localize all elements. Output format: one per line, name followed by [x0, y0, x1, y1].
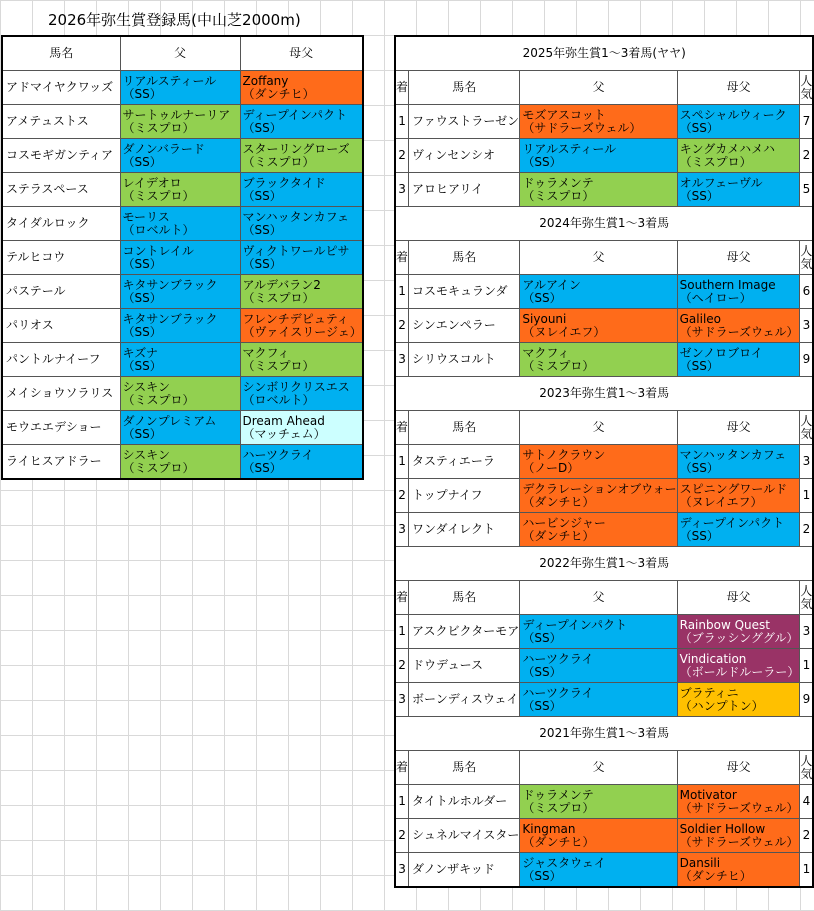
sire-cell-line: （SS）	[522, 290, 562, 305]
dam-sire-cell-horse: フレンチデピュティ	[242, 311, 349, 326]
sire-cell-line: （ミスプロ）	[122, 188, 195, 203]
dam-sire-cell[interactable]	[677, 139, 800, 173]
sire-cell[interactable]	[520, 309, 677, 343]
dam-sire-cell-line: （ヘイロー）	[679, 290, 752, 305]
rank-cell[interactable]: 2	[395, 819, 409, 853]
dam-sire-cell-line: （ミスプロ）	[242, 358, 315, 373]
dam-sire-cell-line: （サドラーズウェル）	[679, 800, 799, 815]
dam-sire-cell-line: （ダンチヒ）	[679, 868, 752, 883]
sire-cell-line: （SS）	[122, 256, 162, 271]
sire-cell-horse: マクフィ	[522, 345, 570, 360]
table-row	[2, 411, 363, 445]
dam-sire-cell-horse: Vindication	[679, 651, 747, 666]
dam-sire-cell-horse: ゼンノロブロイ	[679, 345, 763, 360]
sire-cell-line: （ミスプロ）	[522, 800, 595, 815]
table-row	[2, 275, 363, 309]
dam-sire-cell-horse: ブラックタイド	[242, 175, 326, 190]
dam-sire-cell-line: （SS）	[679, 120, 719, 135]
sire-cell-horse: ドゥラメンテ	[522, 175, 594, 190]
dam-sire-cell-horse: ハーツクライ	[242, 447, 314, 462]
popularity-cell[interactable]: 3	[800, 615, 814, 649]
header-rank[interactable]: 着	[395, 581, 409, 615]
header-sire[interactable]: 父	[520, 581, 677, 615]
rank-cell[interactable]: 3	[395, 343, 409, 377]
horse-name-cell[interactable]: ドウデュース	[409, 649, 520, 683]
table-row	[395, 105, 813, 139]
header-sire[interactable]: 父	[120, 36, 240, 71]
dam-sire-cell-line: （SS）	[242, 256, 282, 271]
dam-sire-cell-horse: Dream Ahead	[242, 413, 325, 428]
dam-sire-cell[interactable]	[677, 479, 800, 513]
sire-cell-line: （SS）	[522, 664, 562, 679]
header-popularity[interactable]: 人気	[800, 241, 814, 275]
section-header-row	[395, 581, 813, 615]
horse-name-cell[interactable]: ワンダイレクト	[409, 513, 520, 547]
popularity-cell[interactable]: 5	[800, 173, 814, 207]
sire-cell-line: （SS）	[122, 358, 162, 373]
dam-sire-cell[interactable]	[677, 309, 800, 343]
dam-sire-cell-line: （ブラッシンググル）	[679, 630, 799, 645]
sire-cell-line: （SS）	[122, 324, 162, 339]
dam-sire-cell-horse: Motivator	[679, 787, 737, 802]
sire-cell-line: （SS）	[122, 290, 162, 305]
popularity-cell[interactable]: 2	[800, 513, 814, 547]
dam-sire-cell-horse: マンハッタンカフェ	[679, 447, 787, 462]
sire-cell[interactable]	[120, 445, 240, 480]
sire-cell-line: （SS）	[522, 698, 562, 713]
rank-cell[interactable]: 2	[395, 649, 409, 683]
header-name[interactable]: 馬名	[2, 36, 120, 71]
dam-sire-cell[interactable]	[240, 309, 363, 343]
dam-sire-cell-line: （ロベルト）	[242, 392, 315, 407]
dam-sire-cell-line: （SS）	[679, 358, 719, 373]
header-dam-sire[interactable]: 母父	[677, 411, 800, 445]
sire-cell-horse: ドゥラメンテ	[522, 787, 594, 802]
sire-cell[interactable]	[520, 445, 677, 479]
sire-cell[interactable]	[520, 785, 677, 819]
dam-sire-cell-horse: マクフィ	[242, 345, 290, 360]
sire-cell-line: （SS）	[122, 154, 162, 169]
popularity-cell[interactable]: 1	[800, 649, 814, 683]
sire-cell[interactable]	[520, 819, 677, 853]
popularity-cell[interactable]: 7	[800, 105, 814, 139]
sire-cell-horse: レイデオロ	[122, 175, 182, 190]
header-rank[interactable]: 着	[395, 71, 409, 105]
sire-cell-horse: シスキン	[122, 447, 171, 462]
table-row	[395, 479, 813, 513]
section-header-row	[395, 751, 813, 785]
dam-sire-cell[interactable]	[240, 173, 363, 207]
horse-name-cell[interactable]: パリオス	[2, 309, 120, 343]
sire-cell-horse: キタサンブラック	[122, 311, 218, 326]
dam-sire-cell-horse: ディープインパクト	[242, 107, 348, 122]
header-sire[interactable]: 父	[520, 241, 677, 275]
dam-sire-cell[interactable]	[240, 71, 363, 105]
dam-sire-cell-line: （ダンチヒ）	[242, 86, 315, 101]
sire-cell[interactable]	[120, 173, 240, 207]
dam-sire-cell[interactable]	[677, 615, 800, 649]
sire-cell-line: （ダンチヒ）	[522, 494, 595, 509]
horse-name-cell[interactable]: アロヒアリイ	[409, 173, 520, 207]
table-row	[395, 785, 813, 819]
dam-sire-cell-line: （ボールドルーラー）	[679, 664, 800, 679]
header-name[interactable]: 馬名	[409, 751, 520, 785]
header-popularity[interactable]: 人気	[800, 71, 814, 105]
horse-name-cell[interactable]: シンエンペラー	[409, 309, 520, 343]
popularity-cell[interactable]: 1	[800, 853, 814, 888]
dam-sire-cell-horse: Southern Image	[679, 277, 776, 292]
sire-cell-line: （SS）	[122, 86, 162, 101]
sire-cell[interactable]	[120, 71, 240, 105]
table-row	[2, 105, 363, 139]
dam-sire-cell-line: （SS）	[679, 460, 719, 475]
table-row	[2, 377, 363, 411]
dam-sire-cell-horse: オルフェーヴル	[679, 175, 763, 190]
table-row	[395, 309, 813, 343]
header-rank[interactable]: 着	[395, 241, 409, 275]
sire-cell-horse: ジャスタウェイ	[522, 855, 606, 870]
popularity-cell[interactable]: 2	[800, 819, 814, 853]
dam-sire-cell-horse: Galileo	[679, 311, 722, 326]
sire-cell-horse: ハービンジャー	[522, 515, 606, 530]
dam-sire-cell[interactable]	[240, 105, 363, 139]
popularity-cell[interactable]: 9	[800, 343, 814, 377]
sire-cell[interactable]	[520, 343, 677, 377]
table-row	[2, 173, 363, 207]
header-name[interactable]: 馬名	[409, 581, 520, 615]
popularity-cell[interactable]: 1	[800, 479, 814, 513]
horse-name-cell[interactable]: ダノンザキッド	[409, 853, 520, 888]
sire-cell-horse: キタサンブラック	[122, 277, 218, 292]
dam-sire-cell-horse: シンボリクリスエス	[242, 379, 350, 394]
sire-cell-line: （SS）	[522, 630, 562, 645]
sire-cell-line: （ミスプロ）	[522, 188, 595, 203]
sire-cell-horse: ディープインパクト	[522, 617, 627, 632]
dam-sire-cell-horse: アルデバラン2	[242, 277, 321, 292]
section-title-row	[395, 36, 813, 71]
dam-sire-cell[interactable]	[240, 445, 363, 480]
sire-cell-line: （SS）	[122, 426, 162, 441]
horse-name-cell[interactable]: パントルナイーフ	[2, 343, 120, 377]
dam-sire-cell[interactable]	[677, 819, 800, 853]
rank-cell[interactable]: 3	[395, 513, 409, 547]
table-row	[395, 275, 813, 309]
horse-name-cell[interactable]: コスモギガンティア	[2, 139, 120, 173]
dam-sire-cell-line: （SS）	[679, 188, 719, 203]
dam-sire-cell-horse: ヴィクトワールピサ	[242, 243, 350, 258]
dam-sire-cell-line: （ミスプロ）	[242, 290, 315, 305]
header-dam-sire[interactable]: 母父	[677, 71, 800, 105]
rank-cell[interactable]: 1	[395, 785, 409, 819]
rank-cell[interactable]: 3	[395, 173, 409, 207]
horse-name-cell[interactable]: ファウストラーゼン	[409, 105, 520, 139]
table-row	[2, 71, 363, 105]
sire-cell-horse: Kingman	[522, 821, 576, 836]
section-header-row	[395, 411, 813, 445]
horse-name-cell[interactable]: ステラスペース	[2, 173, 120, 207]
horse-name-cell[interactable]: タスティエーラ	[409, 445, 520, 479]
dam-sire-cell[interactable]	[677, 683, 800, 717]
table-row	[2, 343, 363, 377]
dam-sire-cell-horse: スピニングワールド	[679, 481, 788, 496]
header-rank[interactable]: 着	[395, 411, 409, 445]
horse-name-cell[interactable]: ヴィンセンシオ	[409, 139, 520, 173]
entries-header-row	[2, 36, 363, 71]
section-title-row	[395, 547, 813, 581]
table-row	[395, 445, 813, 479]
dam-sire-cell-line: （SS）	[242, 120, 282, 135]
sire-cell-line: （ミスプロ）	[122, 120, 195, 135]
sire-cell-horse: リアルスティール	[122, 73, 217, 88]
sire-cell-line: （ミスプロ）	[122, 460, 195, 475]
dam-sire-cell-horse: ディープインパクト	[679, 515, 785, 530]
sire-cell-line: （サドラーズウェル）	[522, 120, 642, 135]
dam-sire-cell-horse: スペシャルウィーク	[679, 107, 787, 122]
dam-sire-cell[interactable]	[240, 241, 363, 275]
sire-cell[interactable]	[520, 479, 677, 513]
dam-sire-cell-line: （ヌレイエフ）	[679, 494, 763, 509]
sire-cell[interactable]	[520, 513, 677, 547]
rank-cell[interactable]: 2	[395, 479, 409, 513]
dam-sire-cell-line: （SS）	[242, 222, 282, 237]
sire-cell-horse: コントレイル	[122, 243, 194, 258]
popularity-cell[interactable]: 3	[800, 309, 814, 343]
rank-cell[interactable]: 3	[395, 853, 409, 888]
horse-name-cell[interactable]: コスモキュランダ	[409, 275, 520, 309]
dam-sire-cell[interactable]	[240, 377, 363, 411]
sire-cell[interactable]	[520, 649, 677, 683]
sire-cell[interactable]	[520, 105, 677, 139]
horse-name-cell[interactable]: モウエエデショー	[2, 411, 120, 445]
sire-cell[interactable]	[120, 309, 240, 343]
section-header-row	[395, 241, 813, 275]
sire-cell-line: （ノーD）	[522, 460, 580, 475]
sire-cell[interactable]	[120, 343, 240, 377]
sire-cell-line: （SS）	[522, 868, 562, 883]
dam-sire-cell[interactable]	[240, 411, 363, 445]
sire-cell-horse: デクラレーションオブウォー	[522, 481, 677, 496]
sire-cell-horse: キズナ	[122, 345, 159, 360]
dam-sire-cell[interactable]	[240, 207, 363, 241]
horse-name-cell[interactable]: アメテュストス	[2, 105, 120, 139]
sire-cell-horse: Siyouni	[522, 311, 567, 326]
sire-cell-line: （ミスプロ）	[522, 358, 595, 373]
header-rank[interactable]: 着	[395, 751, 409, 785]
dam-sire-cell-line: （マッチェム）	[242, 426, 326, 441]
dam-sire-cell-line: （ヴァイスリージェ）	[242, 324, 362, 339]
sheet-title: 2026年弥生賞登録馬(中山芝2000m)	[48, 11, 301, 29]
sire-cell[interactable]	[120, 275, 240, 309]
horse-name-cell[interactable]: アスクビクターモア	[409, 615, 520, 649]
sire-cell[interactable]	[520, 275, 677, 309]
horse-name-cell[interactable]: タイトルホルダー	[409, 785, 520, 819]
table-row	[395, 343, 813, 377]
sire-cell-line: （ダンチヒ）	[522, 528, 595, 543]
header-sire[interactable]: 父	[520, 411, 677, 445]
horse-name-cell[interactable]: パステール	[2, 275, 120, 309]
sire-cell-line: （ミスプロ）	[122, 392, 195, 407]
dam-sire-cell-horse: Zoffany	[242, 73, 289, 88]
section-header-row	[395, 71, 813, 105]
table-row	[2, 445, 363, 480]
rank-cell[interactable]: 1	[395, 105, 409, 139]
section-title[interactable]: 2023年弥生賞1～3着馬	[395, 377, 813, 411]
sire-cell-horse: ハーツクライ	[522, 685, 594, 700]
sire-cell[interactable]	[520, 139, 677, 173]
header-name[interactable]: 馬名	[409, 411, 520, 445]
dam-sire-cell[interactable]	[677, 173, 800, 207]
dam-sire-cell[interactable]	[240, 275, 363, 309]
dam-sire-cell[interactable]	[677, 445, 800, 479]
table-row	[395, 615, 813, 649]
horse-name-cell[interactable]: シュネルマイスター	[409, 819, 520, 853]
header-dam-sire[interactable]: 母父	[677, 751, 800, 785]
dam-sire-cell[interactable]	[677, 785, 800, 819]
rank-cell[interactable]: 1	[395, 275, 409, 309]
horse-name-cell[interactable]: シリウスコルト	[409, 343, 520, 377]
dam-sire-cell[interactable]	[677, 343, 800, 377]
sire-cell-line: （ロベルト）	[122, 222, 195, 237]
dam-sire-cell[interactable]	[677, 853, 800, 888]
dam-sire-cell-horse: スターリングローズ	[242, 141, 350, 156]
popularity-cell[interactable]: 6	[800, 275, 814, 309]
table-row	[395, 683, 813, 717]
sire-cell-horse: モーリス	[122, 209, 170, 224]
sire-cell-horse: ハーツクライ	[522, 651, 594, 666]
header-popularity[interactable]: 人気	[800, 411, 814, 445]
section-title[interactable]: 2022年弥生賞1～3着馬	[395, 547, 813, 581]
dam-sire-cell[interactable]	[677, 649, 800, 683]
table-row	[395, 513, 813, 547]
sire-cell-line: （SS）	[522, 154, 562, 169]
dam-sire-cell[interactable]	[677, 105, 800, 139]
table-row	[395, 853, 813, 888]
dam-sire-cell-line: （SS）	[242, 460, 282, 475]
horse-name-cell[interactable]: ボーンディスウェイ	[409, 683, 520, 717]
dam-sire-cell-line: （SS）	[242, 188, 282, 203]
header-dam-sire[interactable]: 母父	[240, 36, 363, 71]
sire-cell[interactable]	[520, 683, 677, 717]
table-row	[395, 819, 813, 853]
dam-sire-cell-horse: マンハッタンカフェ	[242, 209, 350, 224]
section-title[interactable]: 2024年弥生賞1～3着馬	[395, 207, 813, 241]
dam-sire-cell-horse: Dansili	[679, 855, 721, 870]
header-sire[interactable]: 父	[520, 71, 677, 105]
popularity-cell[interactable]: 9	[800, 683, 814, 717]
header-dam-sire[interactable]: 母父	[677, 581, 800, 615]
section-title[interactable]: 2021年弥生賞1～3着馬	[395, 717, 813, 751]
table-row	[2, 139, 363, 173]
horse-name-cell[interactable]: アドマイヤクワッズ	[2, 71, 120, 105]
rank-cell[interactable]: 1	[395, 615, 409, 649]
rank-cell[interactable]: 1	[395, 445, 409, 479]
rank-cell[interactable]: 3	[395, 683, 409, 717]
dam-sire-cell-horse: Soldier Hollow	[679, 821, 766, 836]
dam-sire-cell-line: （サドラーズウェル）	[679, 834, 799, 849]
sire-cell[interactable]	[120, 241, 240, 275]
sire-cell[interactable]	[120, 105, 240, 139]
sire-cell-horse: サトノクラウン	[522, 447, 606, 462]
sire-cell-horse: シスキン	[122, 379, 171, 394]
header-dam-sire[interactable]: 母父	[677, 241, 800, 275]
header-popularity[interactable]: 人気	[800, 751, 814, 785]
rank-cell[interactable]: 2	[395, 309, 409, 343]
sire-cell[interactable]	[120, 207, 240, 241]
sire-cell-horse: リアルスティール	[522, 141, 617, 156]
horse-name-cell[interactable]: タイダルロック	[2, 207, 120, 241]
table-row	[2, 207, 363, 241]
dam-sire-cell[interactable]	[677, 513, 800, 547]
table-row	[2, 241, 363, 275]
header-name[interactable]: 馬名	[409, 241, 520, 275]
horse-name-cell[interactable]: ライヒスアドラー	[2, 445, 120, 480]
section-title-row	[395, 377, 813, 411]
sire-cell[interactable]	[520, 173, 677, 207]
sire-cell[interactable]	[120, 377, 240, 411]
rank-cell[interactable]: 2	[395, 139, 409, 173]
sire-cell-line: （ヌレイエフ）	[522, 324, 606, 339]
horse-name-cell[interactable]: テルヒコウ	[2, 241, 120, 275]
sire-cell-horse: サートゥルナーリア	[122, 107, 231, 122]
dam-sire-cell-line: （ハンプトン）	[679, 698, 764, 713]
table-row	[395, 173, 813, 207]
dam-sire-cell[interactable]	[240, 343, 363, 377]
section-title-row	[395, 717, 813, 751]
dam-sire-cell-horse: ブラティニ	[679, 685, 739, 700]
section-title-row	[395, 207, 813, 241]
horse-name-cell[interactable]: メイショウソラリス	[2, 377, 120, 411]
dam-sire-cell-line: （SS）	[679, 528, 719, 543]
sire-cell-horse: ダノンプレミアム	[122, 413, 217, 428]
sire-cell[interactable]	[120, 411, 240, 445]
table-row	[395, 649, 813, 683]
horse-name-cell[interactable]: トップナイフ	[409, 479, 520, 513]
section-title[interactable]: 2025年弥生賞1～3着馬(ヤヤ)	[395, 36, 813, 71]
dam-sire-cell-line: （ミスプロ）	[679, 154, 752, 169]
sire-cell-horse: モズアスコット	[522, 107, 606, 122]
popularity-cell[interactable]: 4	[800, 785, 814, 819]
header-name[interactable]: 馬名	[409, 71, 520, 105]
header-sire[interactable]: 父	[520, 751, 677, 785]
popularity-cell[interactable]: 2	[800, 139, 814, 173]
sire-cell-line: （ダンチヒ）	[522, 834, 595, 849]
sire-cell-horse: アルアイン	[522, 277, 581, 292]
header-popularity[interactable]: 人気	[800, 581, 814, 615]
sire-cell[interactable]	[520, 615, 677, 649]
dam-sire-cell-line: （サドラーズウェル）	[679, 324, 799, 339]
table-row	[395, 139, 813, 173]
dam-sire-cell[interactable]	[677, 275, 800, 309]
sire-cell[interactable]	[120, 139, 240, 173]
sire-cell[interactable]	[520, 853, 677, 888]
dam-sire-cell-line: （ミスプロ）	[242, 154, 315, 169]
dam-sire-cell[interactable]	[240, 139, 363, 173]
entries-table	[1, 35, 364, 480]
dam-sire-cell-horse: キングカメハメハ	[679, 141, 776, 156]
dam-sire-cell-horse: Rainbow Quest	[679, 617, 770, 632]
table-row	[2, 309, 363, 343]
popularity-cell[interactable]: 3	[800, 445, 814, 479]
history-table	[394, 35, 814, 888]
sire-cell-horse: ダノンバラード	[122, 141, 205, 156]
